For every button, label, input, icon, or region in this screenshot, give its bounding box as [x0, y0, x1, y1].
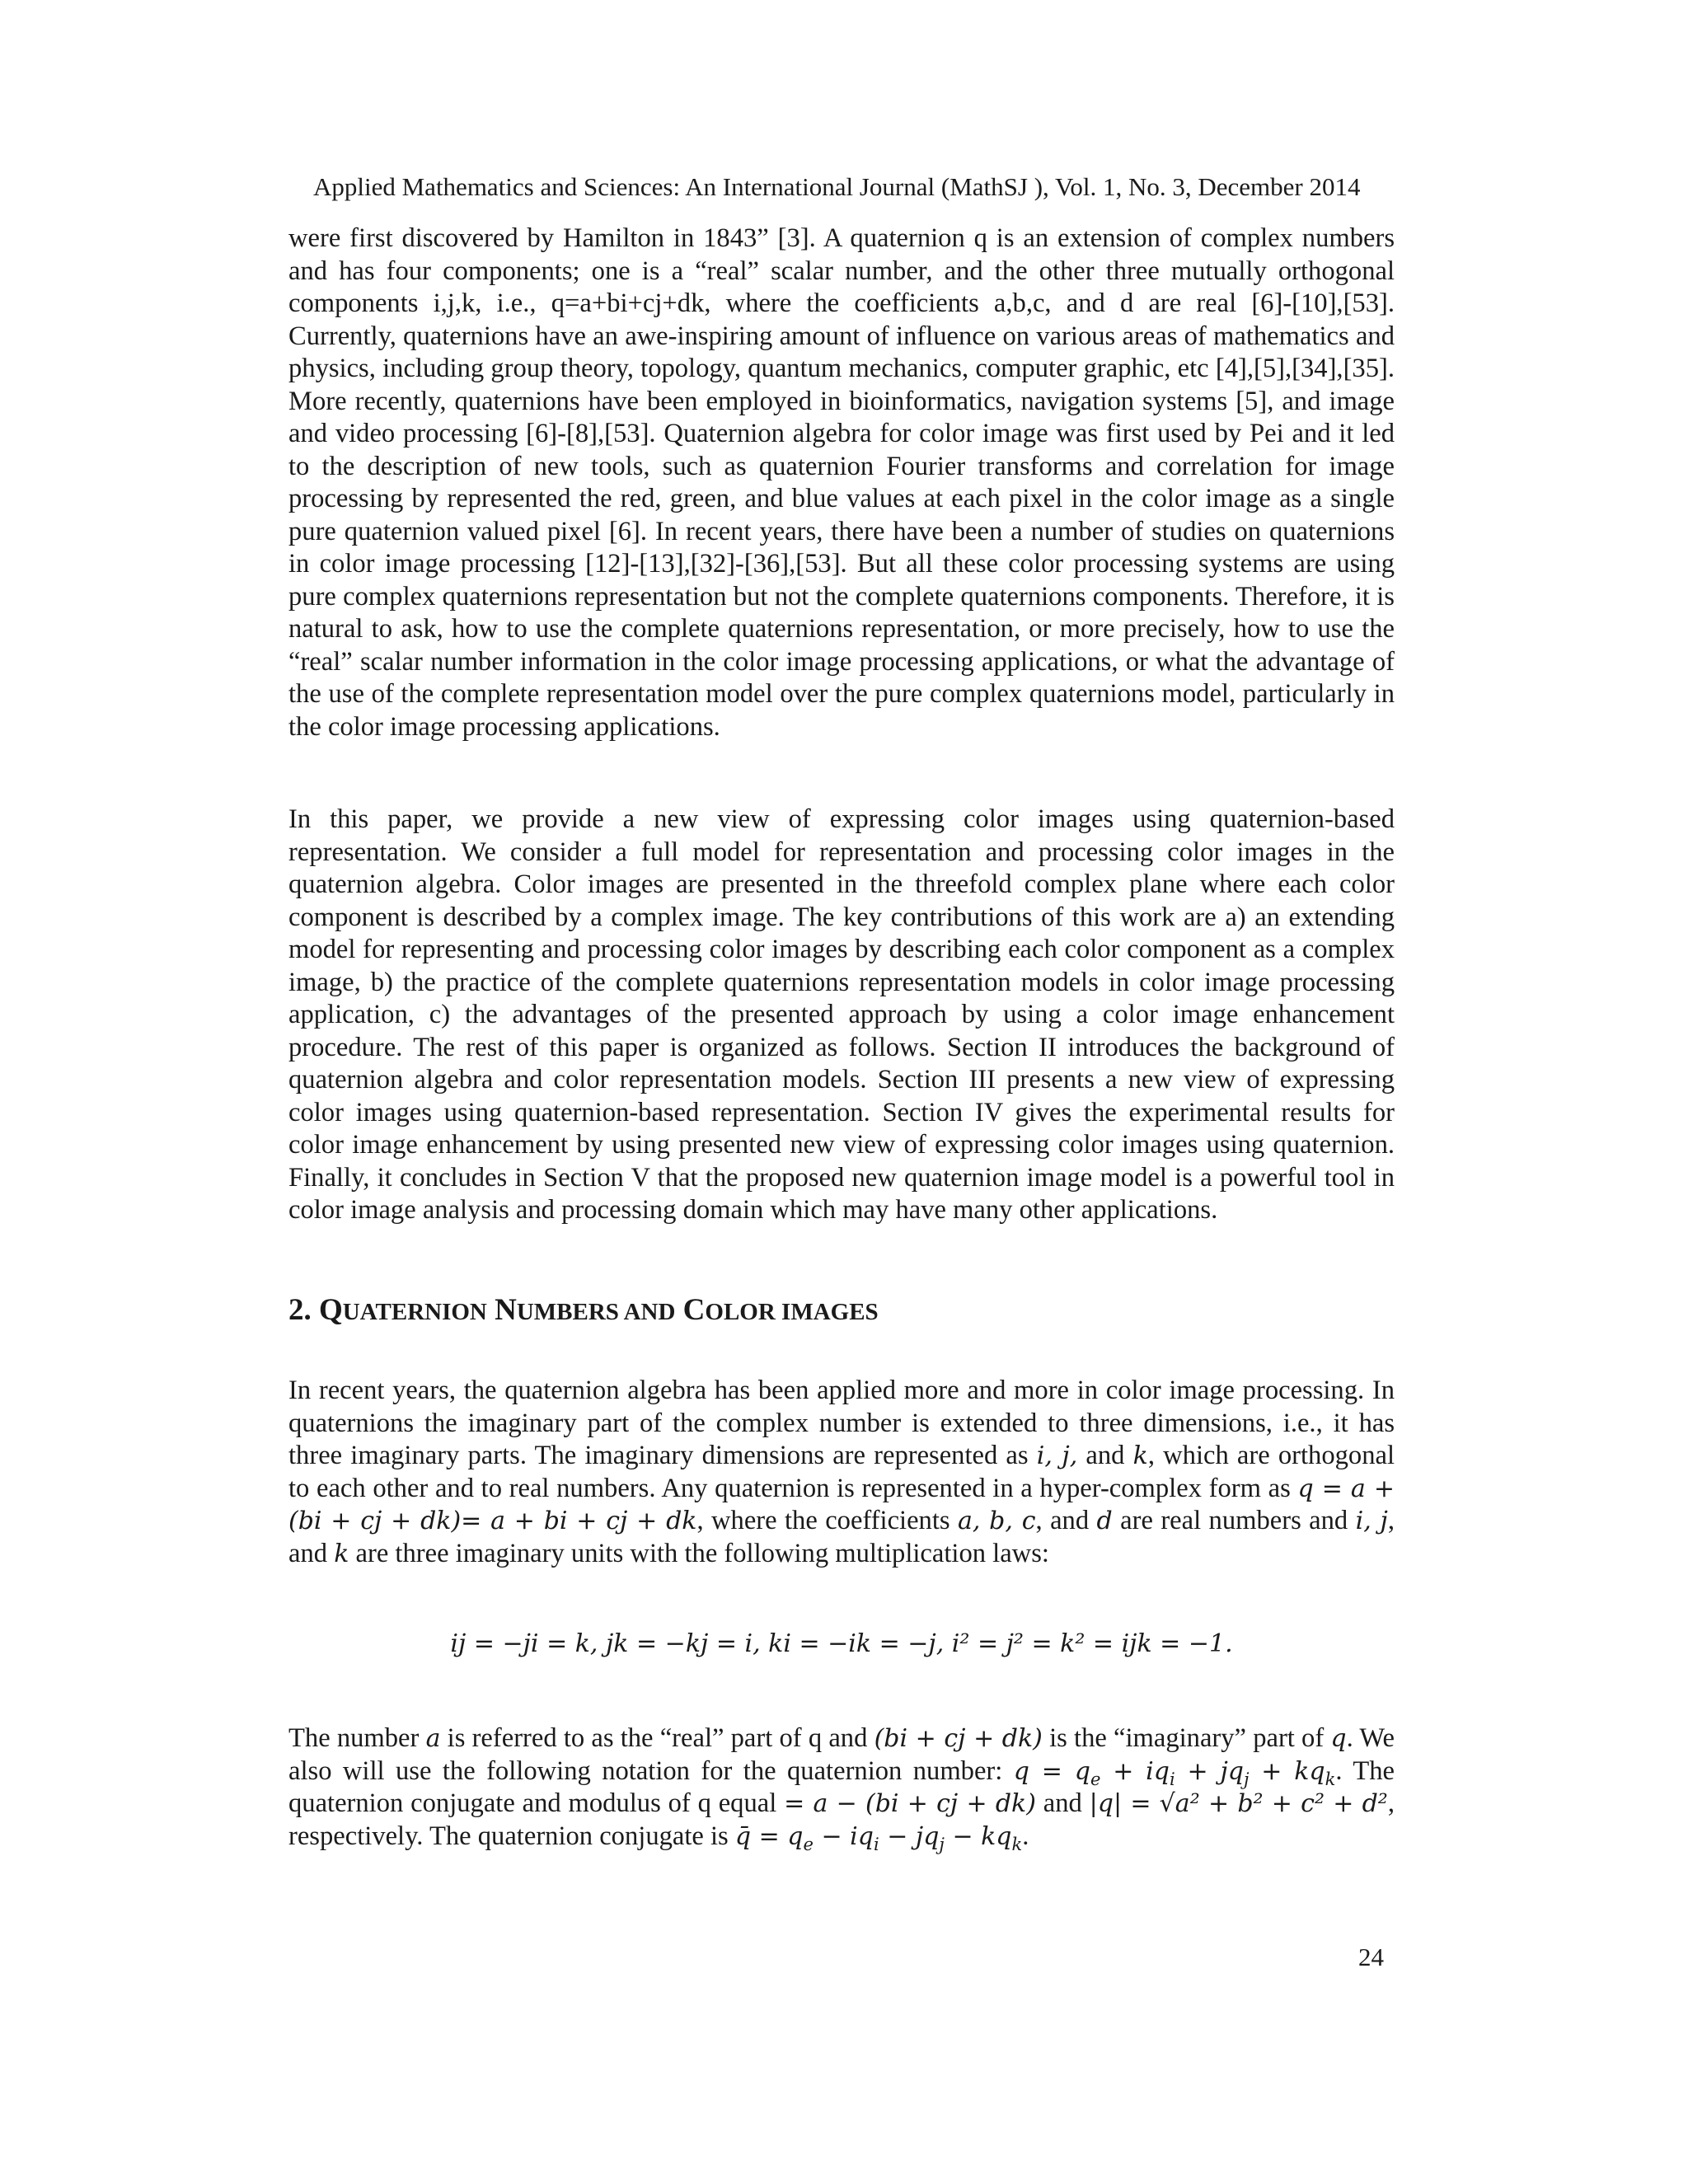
- math-inline: (bi + cj + dk): [874, 1724, 1043, 1753]
- math-inline: k: [334, 1539, 349, 1568]
- running-header: Applied Mathematics and Sciences: An International Journal (MathSJ ), Vol. 1, No. 3, December 2014: [313, 172, 1361, 201]
- math-inline: q = a + (bi + cj + dk)= a + bi + cj + dk: [288, 1474, 1395, 1535]
- math-inline: i, j: [1355, 1507, 1388, 1535]
- quaternion-notation: $q = q_e + iq_i + jq_j + kq_k$: [1013, 1756, 1336, 1789]
- math-inline: d: [1096, 1507, 1113, 1535]
- section-heading: 2. QUATERNION NUMBERS AND COLOR IMAGES: [288, 1293, 879, 1327]
- body-paragraph-1: were first discovered by Hamilton in 1843” [3]. A quaternion q is an extension of complex numbers and has four components; one is a “real” scalar number, and the other three mutually orthogonal components i,j,k, i.e., q=a+bi+cj+dk, where the coefficients a,b,c, and d are real [6]-[10],[53]. Currently, quaternions have an awe-inspiring amount of influence on various areas of mathematics and physics, including group theory, topology, quantum mechanics, computer graphic, etc [4],[5],[34],[35]. More recently, quaternions have been employed in bioinformatics, navigation systems [5], and image and video processing [6]-[8],[53]. Quaternion algebra for color image was first used by Pei and it led to the description of new tools, such as quaternion Fourier transforms and correlation for image processing by represented the red, green, and blue values at each pixel in the color image as a single pure quaternion valued pixel [6]. In recent years, there have been a number of studies on quaternions in color image processing [12]-[13],[32]-[36],[53]. But all these color processing systems are using pure complex quaternions representation but not the complete quaternions components. Therefore, it is natural to ask, how to use the complete quaternions representation, or more precisely, how to use the “real” scalar number information in the color image processing applications, or what the advantage of the use of the complete representation model over the pure complex quaternions model, particularly in the color image processing applications.: [288, 223, 1395, 742]
- body-paragraph-2: In this paper, we provide a new view of expressing color images using quaternion-based representation. We consider a full model for representation and processing color images in the quaternion algebra. Color images are presented in the threefold complex plane where each color component is described by a complex image. The key contributions of this work are a) an extending model for representing and processing color images by describing each color component as a complex image, b) the practice of the complete quaternions representation models in color image processing application, c) the advantages of the presented approach by using a color image enhancement procedure. The rest of this paper is organized as follows. Section II introduces the background of quaternion algebra and color representation models. Section III presents a new view of expressing color images using quaternion-based representation. Section IV gives the experimental results for color image enhancement by using presented new view of expressing color images using quaternion. Finally, it concludes in Section V that the proposed new quaternion image model is a powerful tool in color image analysis and processing domain which may have many other applications.: [288, 804, 1395, 1225]
- math-inline: a, b, c: [957, 1507, 1036, 1535]
- body-paragraph-4: The number a is referred to as the “real” part of q and (bi + cj + dk) is the “imaginary” part of q. We also will use the following notation for the quaternion number: $q = q_e + iq_i + jq_j + kq_k$. The quaternion conjugate and modulus of q equal = a − (bi + cj + dk) and |q| = √a² + b² + c² + d², respectively. The quaternion conjugate is q̄ = $q_e - iq_i - jq_j - kq_k$.: [288, 1723, 1395, 1854]
- body-paragraph-3: In recent years, the quaternion algebra has been applied more and more in color image processing. In quaternions the imaginary part of the complex number is extended to three dimensions, i.e., it has three imaginary parts. The imaginary dimensions are represented as i, j, and k, which are orthogonal to each other and to real numbers. Any quaternion is represented in a hyper-complex form as q = a + (bi + cj + dk)= a + bi + cj + dk, where the coefficients a, b, c, and d are real numbers and i, j, and k are three imaginary units with the following multiplication laws:: [288, 1376, 1395, 1568]
- math-inline: a: [425, 1724, 441, 1753]
- conjugate-formula: q̄ = $q_e - iq_i - jq_j - kq_k$: [734, 1821, 1023, 1854]
- math-inline: = a − (bi + cj + dk): [784, 1789, 1036, 1818]
- math-inline: q: [1330, 1724, 1347, 1753]
- section-number: 2.: [288, 1293, 312, 1327]
- math-inline: k: [1132, 1441, 1148, 1470]
- display-equation: ij = −ji = k, jk = −kj = i, ki = −ik = −j, i² = j² = k² = ijk = −1.: [450, 1629, 1233, 1658]
- modulus-formula: |q| = √a² + b² + c² + d²: [1089, 1789, 1388, 1818]
- math-inline: i, j,: [1036, 1441, 1078, 1470]
- page-number: 24: [1358, 1943, 1384, 1971]
